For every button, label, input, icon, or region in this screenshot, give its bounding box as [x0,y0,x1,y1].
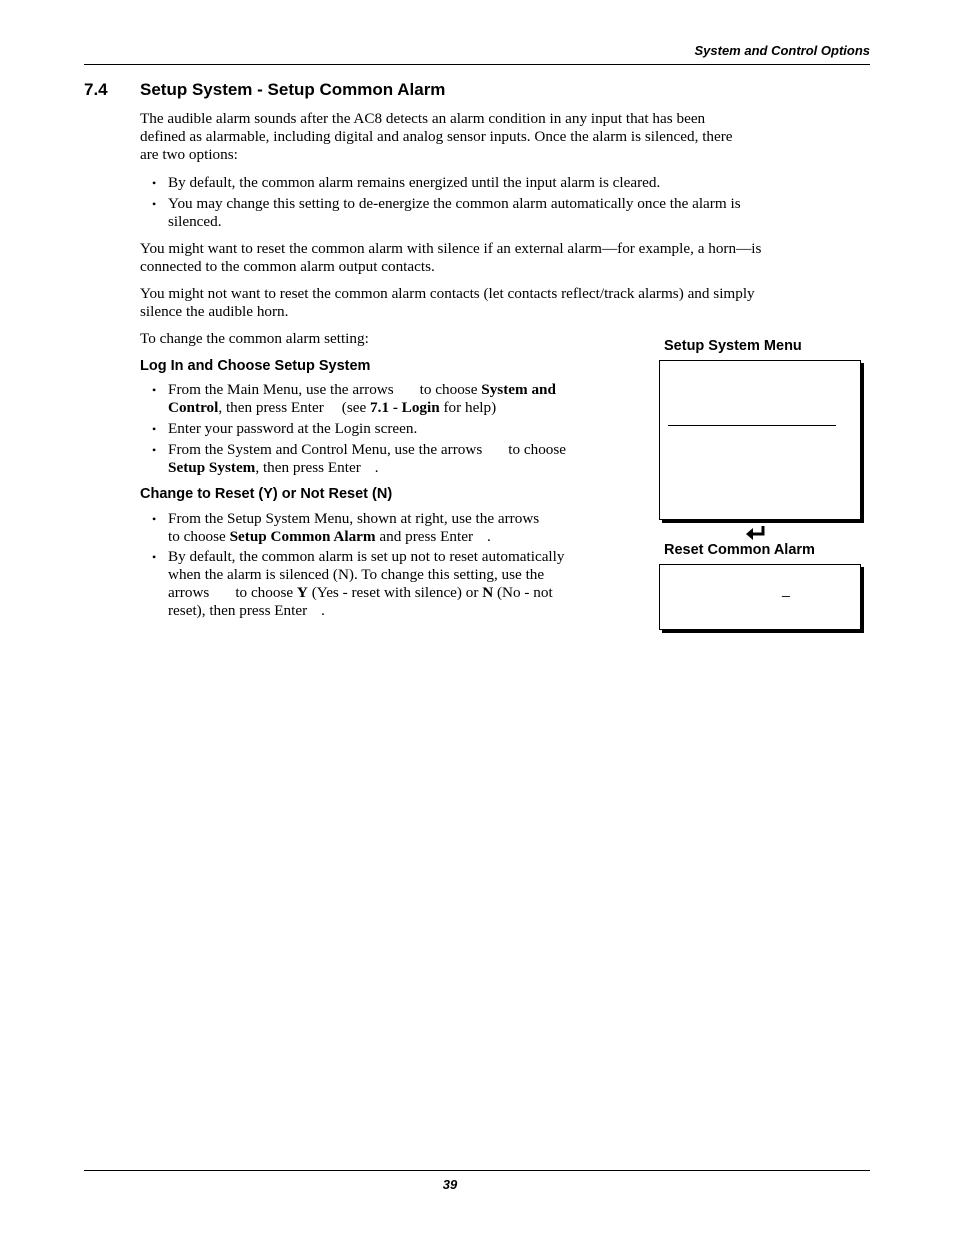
cross-reference: 7.1 - Login [370,399,440,416]
bullet-icon: • [152,443,157,457]
intro-line: The audible alarm sounds after the AC8 detects an alarm condition in any input that has been [140,110,706,127]
cursor: _ [782,581,790,597]
step-text: arrows [168,584,210,601]
change-intro: To change the common alarm setting: [140,330,369,347]
bullet-icon: • [152,512,157,526]
menu-option-name: Control [168,399,219,416]
section-title: Setup System - Setup Common Alarm [140,80,446,99]
option-value: N [482,584,494,601]
bullet-icon: • [152,176,157,190]
setup-menu-caption: Setup System Menu [664,338,802,354]
step-text: (No - not [497,584,553,601]
paragraph-line: connected to the common alarm output contacts. [140,258,435,275]
section-number: 7.4 [84,80,108,99]
step-text: reset), then press Enter [168,602,308,619]
running-header: System and Control Options [694,43,870,58]
step-text: to choose [168,528,226,545]
list-item-text [168,441,643,477]
intro-paragraph [140,110,870,164]
menu-option-name: Setup Common Alarm [229,528,376,545]
list-item-text: By default, the common alarm remains energized until the input alarm is cleared. [168,174,661,191]
bullet-icon: • [152,550,157,564]
step-text: to choose [508,441,567,458]
reset-common-alarm-display [659,564,861,630]
bullet-icon: • [152,197,157,211]
step-text: . [321,602,325,619]
list-item-text [168,381,638,417]
not-reset-paragraph [140,285,870,321]
step-text: to choose [235,584,294,601]
step-text: From the Setup System Menu, shown at right, use the arrows [168,510,540,527]
list-item-line: silenced. [168,213,222,230]
bullet-icon: • [152,422,157,436]
step-text: (Yes - reset with silence) or [311,584,479,601]
reset-alarm-caption: Reset Common Alarm [664,542,815,558]
step-text: , then press Enter [218,399,324,416]
step-text: for help) [443,399,497,416]
step-text: . [374,459,379,476]
step-text: . [487,528,491,545]
reset-paragraph [140,240,870,276]
enter-key-icon [745,524,767,542]
change-subheading: Change to Reset (Y) or Not Reset (N) [140,486,393,502]
step-text: By default, the common alarm is set up not to reset automatically [168,548,565,565]
step-text: and press Enter [379,528,473,545]
menu-option-name: Setup System [168,459,256,476]
footer-rule [84,1170,870,1171]
intro-line: are two options: [140,146,238,163]
page-number: 39 [442,1177,458,1192]
step-text: to choose [419,381,478,398]
step-text: From the Main Menu, use the arrows [168,381,394,398]
step-text: From the System and Control Menu, use the arrows [168,441,483,458]
intro-line: defined as alarmable, including digital and analog sensor inputs. Once the alarm is silenced, there [140,128,733,145]
step-text: (see [341,399,367,416]
list-item-text: Enter your password at the Login screen. [168,420,418,437]
step-text: , then press Enter [255,459,361,476]
step-text: when the alarm is silenced (N). To change this setting, use the [168,566,545,583]
list-item-text [168,548,646,620]
paragraph-line: You might not want to reset the common alarm contacts (let contacts reflect/track alarms) and simply [140,285,755,302]
list-item-text [168,510,643,546]
paragraph-line: silence the audible horn. [140,303,289,320]
login-subheading: Log In and Choose Setup System [140,358,371,374]
menu-option-name: System and [481,381,556,398]
list-item-line: You may change this setting to de-energize the common alarm automatically once the alarm is [168,195,741,212]
setup-system-menu-display [659,360,861,520]
menu-divider [668,425,836,426]
bullet-icon: • [152,383,157,397]
paragraph-line: You might want to reset the common alarm with silence if an external alarm—for example, a horn—is [140,240,762,257]
option-value: Y [296,584,308,601]
header-rule [84,64,870,65]
list-item-text [168,195,741,231]
